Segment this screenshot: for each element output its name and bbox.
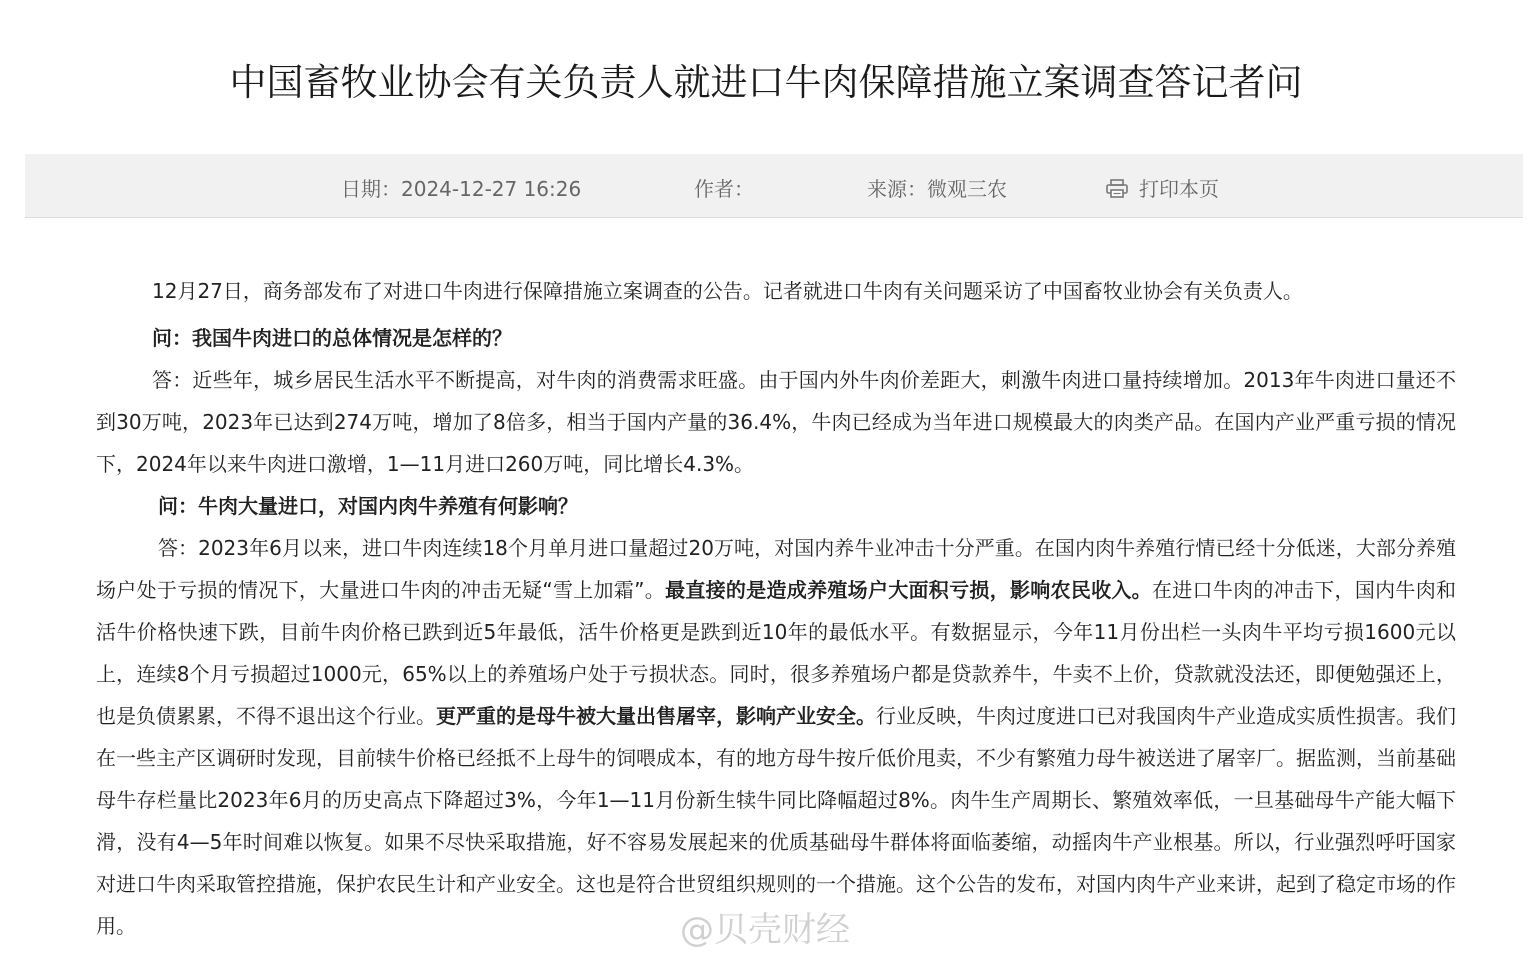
answer-1: 答：近些年，城乡居民生活水平不断提高，对牛肉的消费需求旺盛。由于国内外牛肉价差距大，刺激牛肉进口量持续增加。2013年牛肉进口量还不到30万吨，2023年已达到274万吨，增加了8倍多，相当于国内产量的36.4%，牛肉已经成为当年进口规模最大的肉类产品。在国内产业严重亏损的情况下，2024年以来牛肉进口激增，1—11月进口260万吨，同比增长4.3%。: [96, 368, 1456, 476]
answer-2: [96, 527, 1456, 947]
article-body: [96, 270, 1456, 947]
answer-2-text-3: 行业反映，牛肉过度进口已对我国肉牛产业造成实质性损害。我们在一些主产区调研时发现，目前犊牛价格已经抵不上母牛的饲喂成本，有的地方母牛按斤低价甩卖，不少有繁殖力母牛被送进了屠宰厂。据监测，当前基础母牛存栏量比2023年6月的历史高点下降超过3%，今年1—11月份新生犊牛同比降幅超过8%。肉牛生产周期长、繁殖效率低，一旦基础母牛产能大幅下滑，没有4—5年时间难以恢复。如果不尽快采取措施，好不容易发展起来的优质基础母牛群体将面临萎缩，动摇肉牛产业根基。所以，行业强烈呼吁国家对进口牛肉采取管控措施，保护农民生计和产业安全。这也是符合世贸组织规则的一个措施。这个公告的发布，对国内肉牛产业来讲，起到了稳定市场的作用。: [96, 704, 1456, 938]
page-title: 中国畜牧业协会有关负责人就进口牛肉保障措施立案调查答记者问: [229, 61, 1303, 104]
watermark: @贝壳财经: [680, 910, 850, 950]
print-label: 打印本页: [1139, 177, 1219, 201]
question-2: 问：牛肉大量进口，对国内肉牛养殖有何影响？: [158, 494, 578, 518]
question-1: 问：我国牛肉进口的总体情况是怎样的？: [152, 326, 512, 350]
article-meta-bar: [25, 154, 1523, 218]
publish-date: 日期：2024-12-27 16:26: [341, 177, 582, 201]
answer-2-text-2: 在进口牛肉的冲击下，国内牛肉和活牛价格快速下跌，目前牛肉价格已跌到近5年最低，活牛价格更是跌到近10年的最低水平。有数据显示，今年11月份出栏一头肉牛平均亏损1600元以上，连续8个月亏损超过1000元，65%以上的养殖场户处于亏损状态。同时，很多养殖场户都是贷款养牛，牛卖不上价，贷款就没法还，即便勉强还上，也是负债累累，不得不退出这个行业。: [96, 578, 1456, 728]
answer-2-emphasis-2: 更严重的是母牛被大量出售屠宰，影响产业安全。: [436, 704, 876, 728]
printer-icon: [1105, 179, 1129, 204]
author: 作者：: [694, 177, 754, 201]
answer-2-text-1: 答：2023年6月以来，进口牛肉连续18个月单月进口量超过20万吨，对国内养牛业冲击十分严重。在国内肉牛养殖行情已经十分低迷，大部分养殖场户处于亏损的情况下，大量进口牛肉的冲击无疑“雪上加霜”。: [96, 536, 1456, 602]
article-intro: 12月27日，商务部发布了对进口牛肉进行保障措施立案调查的公告。记者就进口牛肉有关问题采访了中国畜牧业协会有关负责人。: [152, 279, 1303, 303]
source: 来源：微观三农: [867, 177, 1007, 201]
print-page-button[interactable]: [1105, 173, 1219, 204]
answer-2-emphasis-1: 最直接的是造成养殖场户大面积亏损，影响农民收入。: [665, 578, 1152, 602]
